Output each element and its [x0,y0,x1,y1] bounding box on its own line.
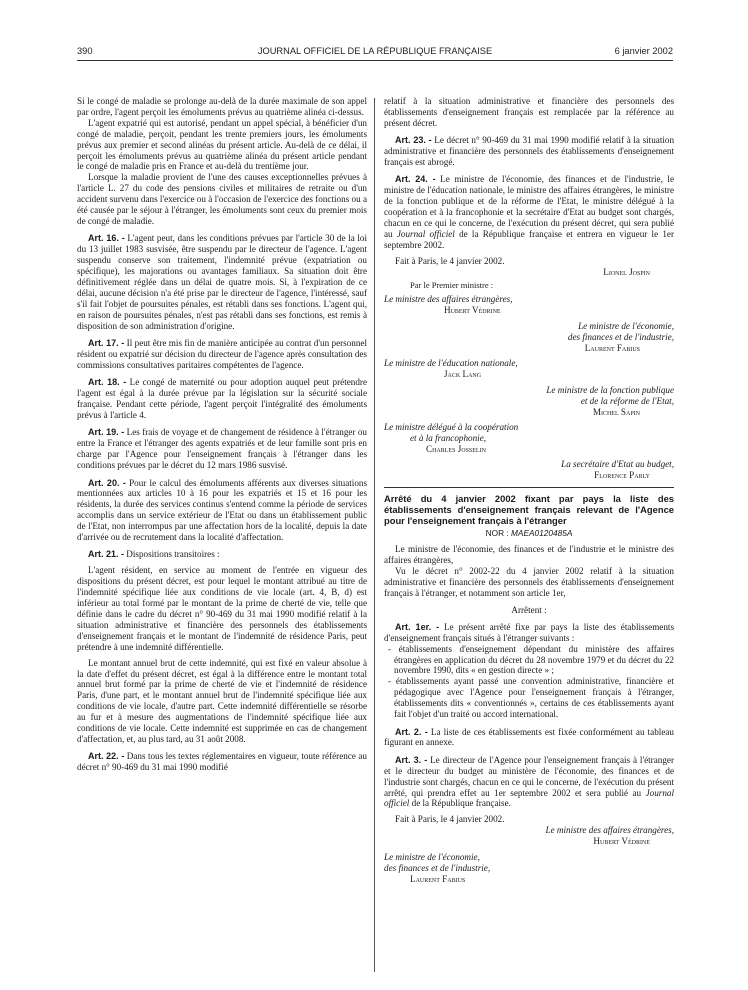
signatory-role: et à la francophonie, [410,432,487,443]
paragraph: Le ministre de l'économie, des finances et de l'industrie et le ministre des affaires étrangères, [384,544,674,566]
article-label: Art. 2. - [395,726,428,737]
dash-list [384,644,674,720]
signatory-role: des finances et de l'industrie, [384,863,491,874]
journal-reference: Journal officiel [396,228,455,239]
signatory-name: Laurent Fabius [410,874,466,885]
article-label: Art. 24. - [395,174,436,185]
place-date: Fait à Paris, le 4 janvier 2002. [395,255,505,266]
nor-code: MAEA0120485A [511,527,573,538]
signature-intro: Par le Premier ministre : [410,279,494,290]
article-text: Le congé de maternité ou pour adoption auquel peut prétendre l'agent est égal à la durée prévue par la législation sur la sécurité sociale française. Pendant cette période, l'agent perçoit l'intégralité des émoluments prévus à l'article 4. [77,377,368,420]
right-column [384,96,674,885]
article-24 [384,174,674,250]
article-19 [77,427,367,471]
article-18 [77,377,367,421]
article-text: Il peut être mis fin de manière anticipée au contrat d'un personnel résident ou expatrié sur décision du directeur de l'agence après consultation des commissions consultatives paritaires compétentes de l'agence. [77,338,367,370]
signatory-name: Lionel Jospin [603,266,650,277]
signatory-name: Jack Lang [444,368,482,379]
article-17 [77,338,367,371]
signatory-name: Laurent Fabius [584,342,640,353]
nor-reference [384,528,674,539]
list-item: - établissements d'enseignement dépendant du ministère des affaires étrangères en application du décret du 28 novembre 1979 et du décret du 22 novembre 1990, dits « en gestion directe » ; [388,643,674,676]
article-16 [77,233,367,331]
paragraph: Lorsque la maladie provient de l'une des causes exceptionnelles prévues à l'article L. 27 du code des pensions civiles et militaires de retraite ou d'un accident survenu dans l'exercice ou à l'occasion de l'exercice des fonctions ou a été causée par le séjour à l'étranger, les émoluments sont ceux du premier mois de congé de maladie. [77,172,367,226]
signatory-role: Le ministre de l'économie, [578,320,674,331]
article-label: Art. 1er. - [395,621,440,632]
paragraph: L'agent expatrié qui est autorisé, pendant un appel spécial, à bénéficier d'un congé de maladie, perçoit, pendant les trente premiers jours, les émoluments prévus aux premier et second alinéas du présent article. Au-delà de ce délai, il perçoit les émoluments prévus au quatrième alinéa du présent article pendant le congé de maladie pris en France et au-delà du trentième jour. [77,117,367,172]
article-text: Les frais de voyage et de changement de résidence à l'étranger ou entre la France et l'étranger des agents expatriés et de leur famille sont pris en charge par l'Agence pour l'enseignement français à l'étranger dans les conditions prévues par le décret du 12 mars 1986 susvisé. [77,427,367,471]
issue-date: 6 janvier 2002 [614,46,673,56]
article-label: Art. 21. - [88,549,125,560]
signatory-name: Hubert Védrine [444,304,501,315]
signature-block [384,358,674,380]
article-label: Art. 23. - [395,135,432,146]
article-21 [77,549,367,560]
article-label: Art. 18. - [88,377,127,388]
article-label: Art. 19. - [88,427,125,438]
article-text: Le présent arrêté fixe par pays la liste des établissements d'enseignement français situés à l'étranger suivants : [384,621,675,643]
article-text: Le directeur de l'Agence pour l'enseignement français à l'étranger et le directeur du budget au ministère de l'économie, des finances et de l'industrie sont chargés, chacun en ce qui le concerne, de l'exécution du présent arrêté, qui prendra effet au 1er septembre 2002 et sera publié au [384,754,674,798]
left-column [77,96,367,773]
signatory-role: Le ministre de la fonction publique [546,384,674,395]
article-label: Art. 17. - [88,338,125,349]
signatory-role: Le ministre de l'éducation nationale, [384,357,518,368]
article-3 [384,755,674,810]
signatory-role: Le ministre des affaires étrangères, [545,825,674,836]
signatory-name: Hubert Védrine [593,836,650,847]
place-date: Fait à Paris, le 4 janvier 2002. [395,814,505,825]
signature-block [384,321,674,354]
article-23 [384,135,674,168]
article-label: Art. 3. - [395,754,428,765]
arrete-title: Arrêté du 4 janvier 2002 fixant par pays la liste des établissements d'enseignement français relevant de l'Agence pour l'enseignement français à l'étranger [384,492,674,526]
signature-block [384,459,674,481]
article-label: Art. 16. - [88,233,125,244]
signatory-role: Le ministre délégué à la coopération [384,421,519,432]
signatory-name: Florence Parly [594,469,650,480]
article-text: de la République française. [411,798,511,809]
signatory-name: Michel Sapin [592,406,640,417]
article-text: Pour le calcul des émoluments afférents aux diverses situations mentionnées aux articles 10 à 16 pour les expatriés et 15 et 16 pour les résidents, la durée des services continus s'entend comme la période de services accomplis dans un service extérieur de l'Etat ou dans un établissement public de l'Etat, non interrompus par une affectation hors de la localité, depuis la date d'arrivée ou de recrutement dans la localité d'affectation. [77,477,368,543]
arretent-heading: Arrêtent : [511,604,547,615]
article-text: La liste de ces établissements est fixée conformément au tableau figurant en annexe. [384,726,674,748]
section-separator [384,487,674,488]
nor-label: NOR : [485,527,509,538]
paragraph: Si le congé de maladie se prolonge au-delà de la durée maximale de son appel par ordre, l'agent perçoit les émoluments prévus au quatrième alinéa ci-dessus. [77,96,367,117]
article-text: L'agent peut, dans les conditions prévues par l'article 30 de la loi du 13 juillet 1983 susvisée, être suspendu par le directeur de l'agence. L'agent suspendu conserve son traitement, l'indemnité prévue (expatriation ou spécifique), les majorations ou avantages familiaux. Sa situation doit être définitivement réglée dans un délai de quatre mois. Si, à l'expiration de ce délai, aucune décision n'a été prise par le directeur de l'agence, l'intéressé, sauf s'il fait l'objet de poursuites pénales, est rétabli dans ses fonctions. L'agent qui, en raison de poursuites pénales, n'est pas rétabli dans ses fonctions, est remis à disposition de son administration d'origine. [77,233,368,331]
article-text: Dans tous les textes réglementaires en vigueur, toute référence au décret n° 90-469 du 31 mai 1990 modifié [77,751,367,773]
page-number: 390 [77,46,93,56]
article-text: Dispositions transitoires : [126,549,220,560]
paragraph: Le montant annuel brut de cette indemnité, qui est fixé en valeur absolue à la date d'effet du présent décret, est égal à la différence entre le montant total annuel brut formé par la prime de cherté de vie et l'indemnité de résidence Paris, d'une part, et le montant annuel brut de l'indemnité spécifique liée aux conditions de vie locale, d'autre part. Cette indemnité différentielle se résorbe au fur et à mesure des augmentations de l'indemnité spécifique liée aux conditions de vie locale. Cette indemnité est supprimée en cas de changement d'affectation, et, au plus tard, au 31 août 2008. [77,657,367,744]
column-divider [374,98,375,972]
signatory-name: Charles Josselin [426,443,486,454]
signatory-role: Le ministre de l'économie, [384,852,480,863]
article-text: de la République française et entrera en vigueur le 1er septembre 2002. [384,228,674,250]
signatory-role: et de la réforme de l'Etat, [580,395,674,406]
header-rule [77,60,673,61]
signatory-role: La secrétaire d'Etat au budget, [561,458,674,469]
list-item: - établissements ayant passé une convention administrative, financière et pédagogique avec l'Agence pour l'enseignement français à l'étranger, établissements dits « conventionnés », certains de ces établissements ayant fait l'objet d'un traité ou accord international. [388,676,674,720]
paragraph: Vu le décret n° 2002-22 du 4 janvier 2002 relatif à la situation administrative et financière des personnels des établissements d'enseignement français à l'étranger, et notamment son article 1er, [384,566,674,599]
signature-block [384,385,674,418]
signature-block [384,825,674,847]
page-header [77,44,673,60]
signature-block [384,422,674,455]
signature-block [384,294,674,316]
signatory-role: des finances et de l'industrie, [567,331,674,342]
article-label: Art. 22. - [88,751,125,762]
paragraph: relatif à la situation administrative et financière des personnels des établissements d'enseignement français est remplacée par la référence au présent décret. [384,96,674,128]
signature-block [384,852,674,885]
article-20 [77,478,367,543]
article-1 [384,622,674,644]
journal-title: JOURNAL OFFICIEL DE LA RÉPUBLIQUE FRANÇAISE [257,46,493,56]
article-22 [77,751,367,773]
article-text: Le décret n° 90-469 du 31 mai 1990 modifié relatif à la situation administrative et financière des personnels des établissements d'enseignement français est abrogé. [384,135,675,168]
article-2 [384,727,674,749]
article-text: Le ministre de l'économie, des finances et de l'industrie, le ministre de l'éducation nationale, le ministre des affaires étrangères, le ministre de la fonction publique et de la réforme de l'Etat, le ministre délégué à la coopération et à la francophonie et la secrétaire d'Etat au budget sont chargés, chacun en ce qui le concerne, de l'exécution du présent décret, qui sera publié au [384,174,674,239]
article-label: Art. 20. - [88,477,126,488]
journal-reference: Journal officiel [384,787,674,809]
signatory-role: Le ministre des affaires étrangères, [384,293,513,304]
paragraph: L'agent résident, en service au moment de l'entrée en vigueur des dispositions du présent décret, est pour lequel le montant attribué au titre de l'indemnité spécifique liée aux conditions de vie locale (art. 4, B, d) est inférieur au total formé par le montant de la prime de cherté de vie, telle que définie dans le cadre du décret n° 90-469 du 31 mai 1990 modifié relatif à la situation administrative et financière des personnels des établissements d'enseignement français et le montant de l'indemnité de résidence Paris, peut prétendre à une indemnité différentielle. [77,565,367,652]
